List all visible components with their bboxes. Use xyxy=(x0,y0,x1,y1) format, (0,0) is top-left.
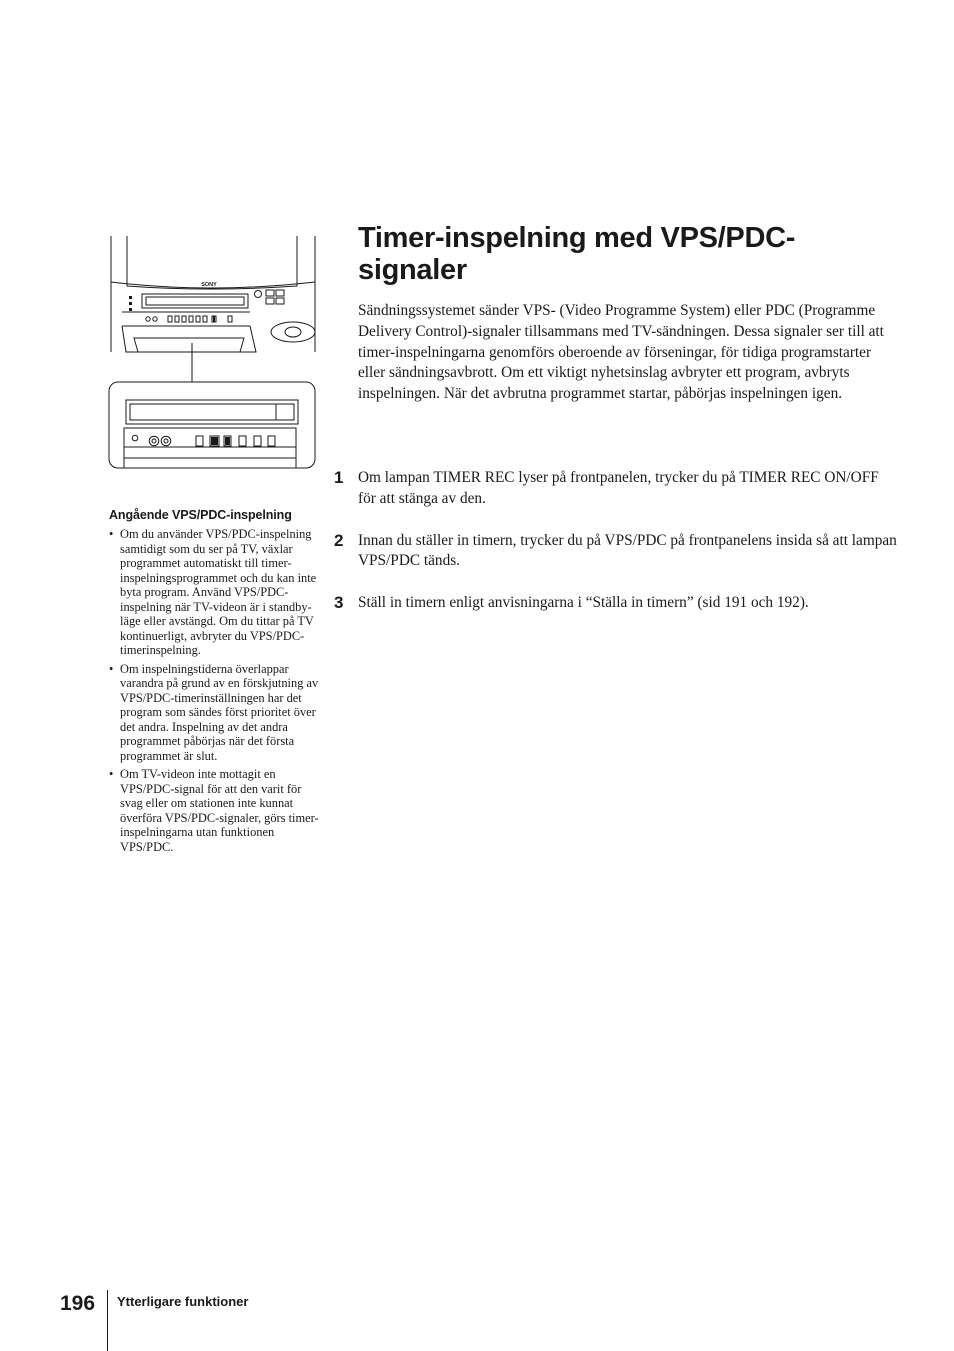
step-number: 1 xyxy=(334,468,344,487)
steps-list xyxy=(334,468,900,635)
note-item: • Om du använder VPS/PDC-inspelning samtidigt som du ser på TV, växlar programmet automatiskt till timer-inspelningsprogrammet och du kan inte byta program. Använd VPS/PDC-inspelning när TV-videon är i standby-läge eller avstängd. Om du tittar på TV kontinuerligt, avbryter du VPS/PDC-timerinspelning. xyxy=(109,527,325,658)
step-number: 2 xyxy=(334,530,344,550)
brand-logo: SONY xyxy=(201,282,217,288)
intro-paragraph: Sändningssystemet sänder VPS- (Video Programme System) eller PDC (Programme Delivery Control)-signaler tillsammans med TV-sändningen. Dessa signaler ser till att timer-inspelningarna genomförs oberoende av förseningar, för tidiga programstarter eller sändningsavbrott. Om ett viktigt nyhetsinslag avbryter ett program, avbryts inspelningen. När det avbrutna programmet startar, påbörjas inspelningen igen. xyxy=(358,302,884,403)
step-text: Ställ in timern enligt anvisningarna i “Ställa in timern” (sid 191 och 192). xyxy=(358,594,809,612)
step-number: 3 xyxy=(334,593,344,613)
notes-list xyxy=(109,527,325,854)
page-title: Timer-inspelning med VPS/PDC-signaler xyxy=(358,222,796,286)
step-item xyxy=(334,531,900,573)
step-text: Innan du ställer in timern, trycker du på VPS/PDC på frontpanelens insida så att lampan VPS/PDC tänds. xyxy=(358,531,897,570)
footer-section-label: Ytterligare funktioner xyxy=(117,1294,249,1309)
step-item xyxy=(334,593,900,614)
note-item: • Om inspelningstiderna överlappar varandra på grund av en förskjutning av VPS/PDC-timerinställningen har det program som sändes först prioritet över det andra. Inspelning av det andra programmet påbörjas när det första programmet är slut. xyxy=(109,662,325,764)
tv-video-front-panel-illustration xyxy=(108,234,318,470)
sidebar-notes xyxy=(109,508,325,858)
notes-heading: Angående VPS/PDC-inspelning xyxy=(109,508,292,522)
step-item xyxy=(334,468,900,510)
page-number: 196 xyxy=(60,1292,96,1315)
note-item: • Om TV-videon inte mottagit en VPS/PDC-signal för att den varit för svag eller om stationen inte kunnat överföra VPS/PDC-signaler, görs timer-inspelningarna utan funktionen VPS/PDC. xyxy=(109,767,325,854)
footer-divider xyxy=(107,1290,108,1351)
step-text: Om lampan TIMER REC lyser på frontpanelen, trycker du på TIMER REC ON/OFF för att stänga av den. xyxy=(358,469,879,507)
